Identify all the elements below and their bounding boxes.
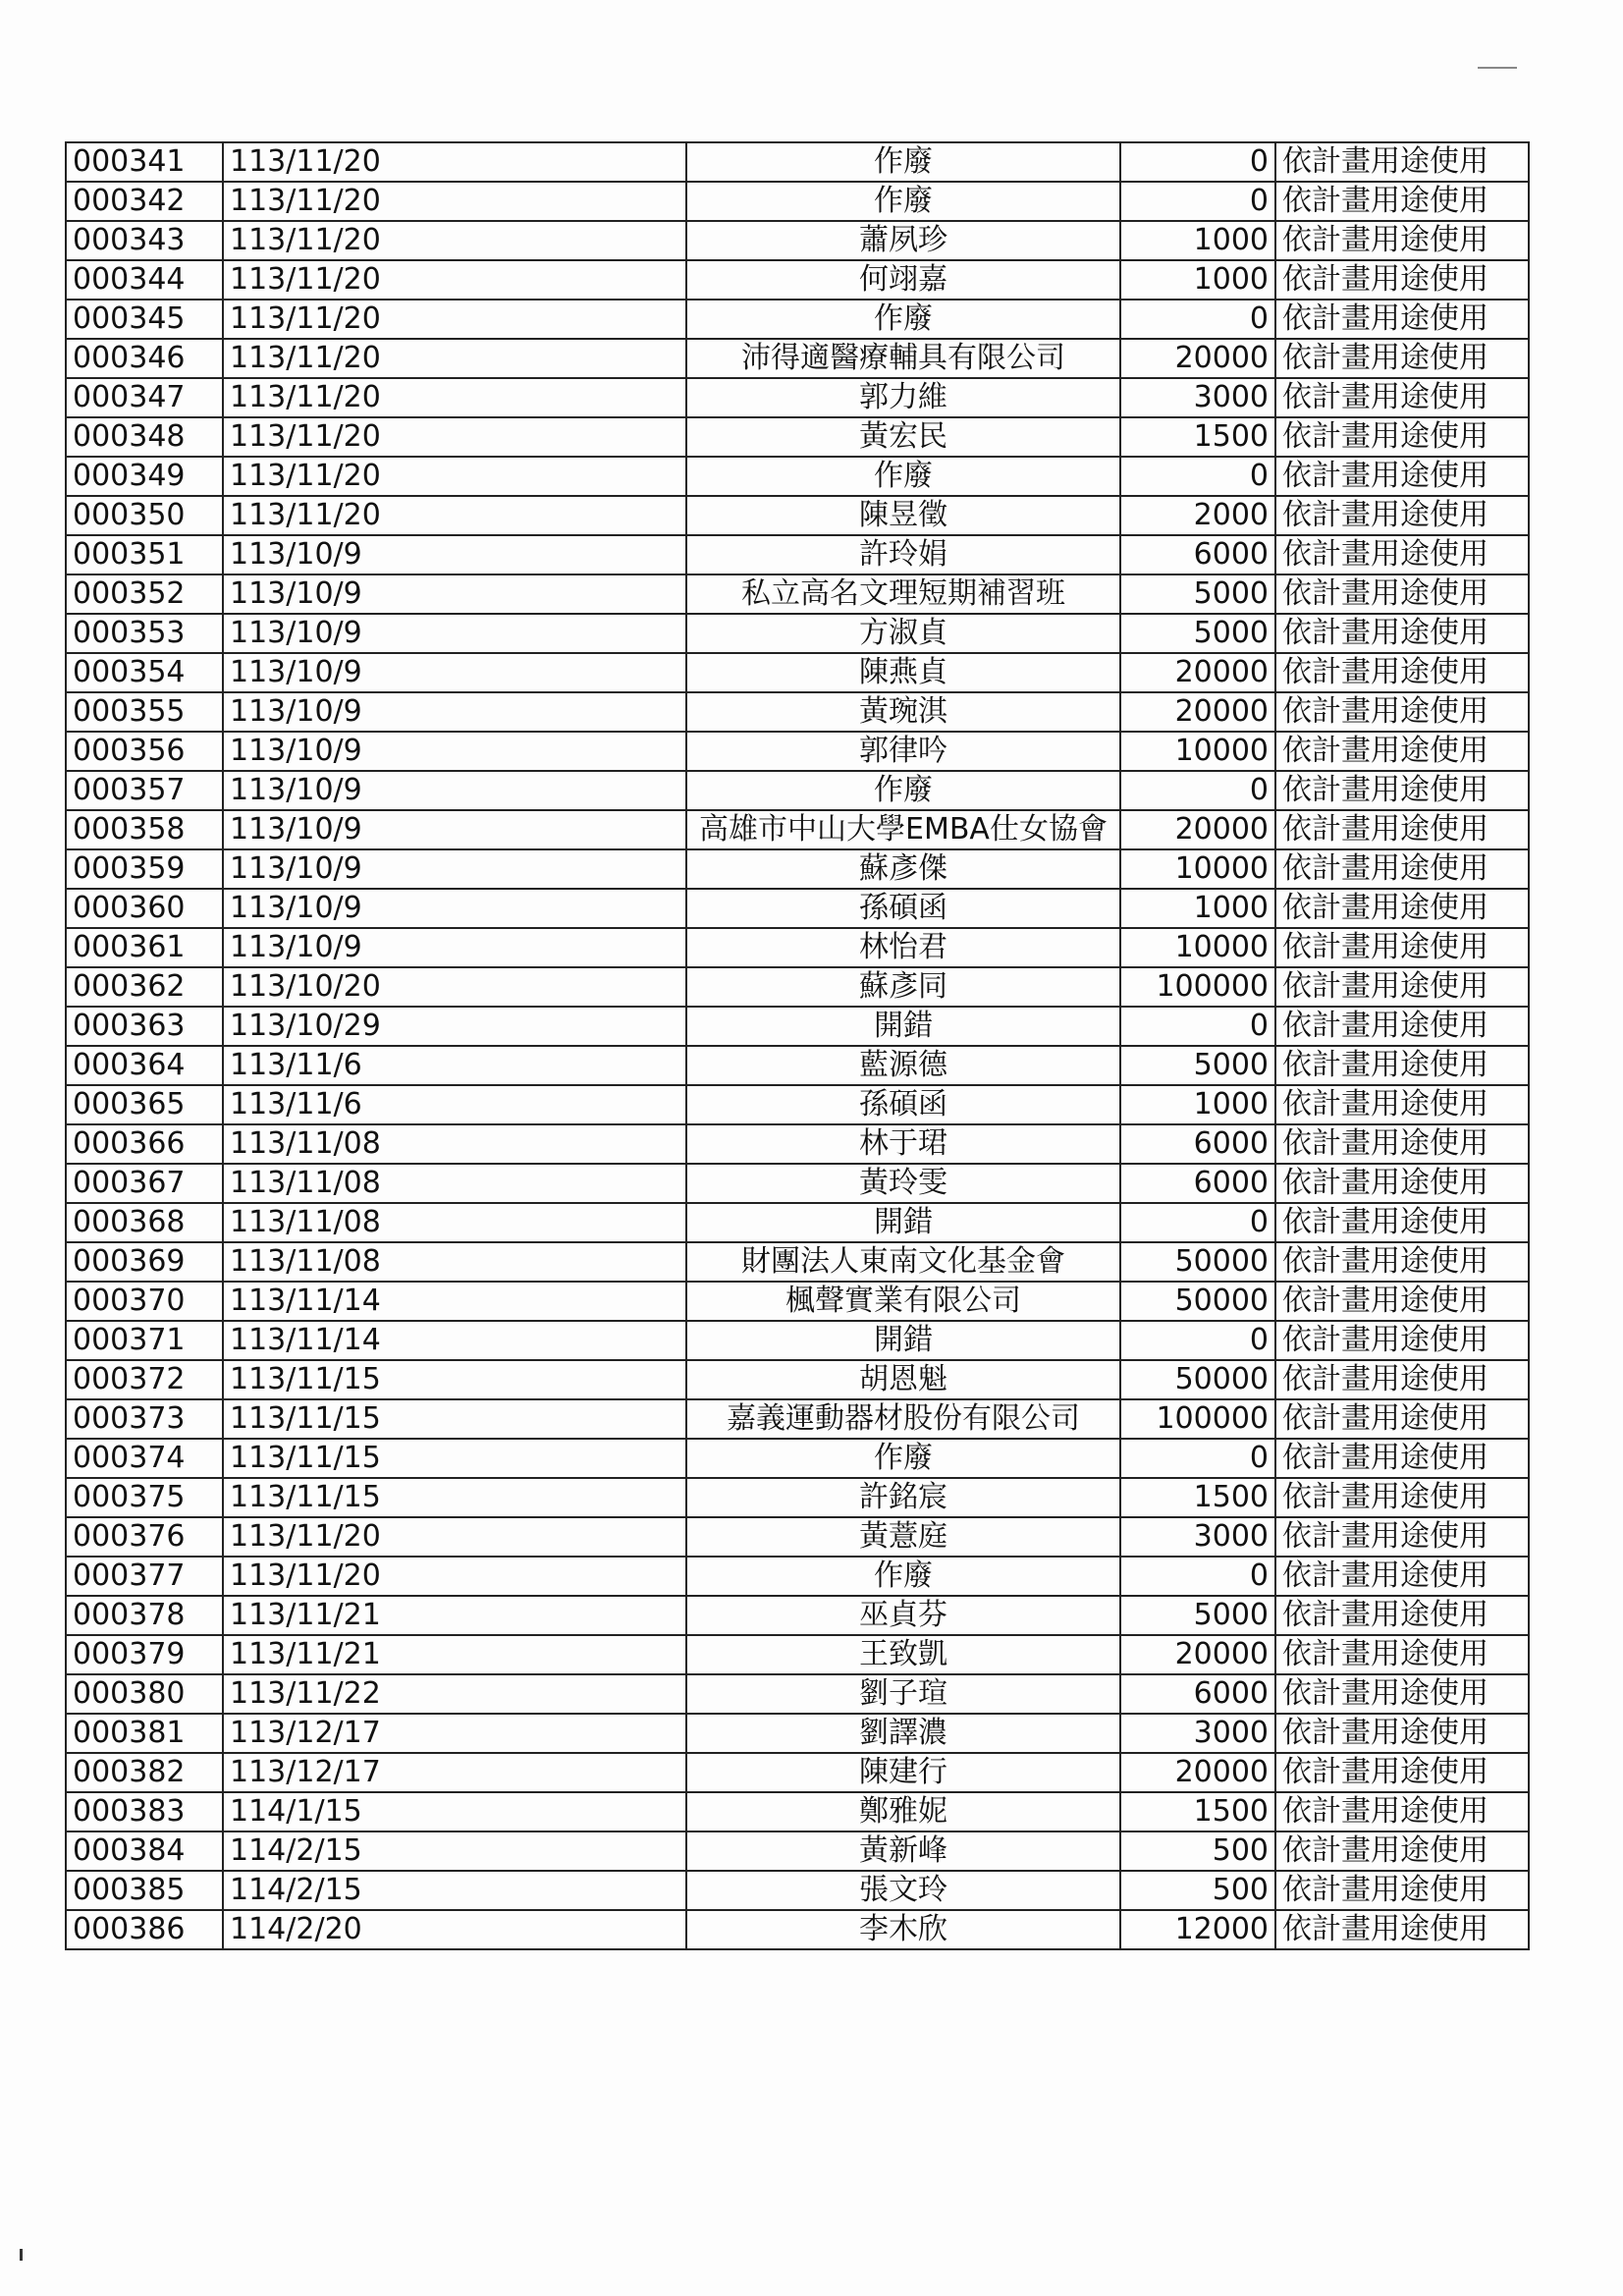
usage-cell: 依計畫用途使用 [1275,889,1529,928]
usage-cell: 依計畫用途使用 [1275,1831,1529,1871]
usage-cell: 依計畫用途使用 [1275,1753,1529,1792]
receipt-number-cell: 000361 [66,928,223,967]
amount-cell: 10000 [1120,928,1275,967]
donor-name-cell: 財團法人東南文化基金會 [686,1242,1120,1282]
amount-cell: 0 [1120,1203,1275,1242]
amount-cell: 100000 [1120,1399,1275,1439]
date-cell: 113/11/08 [223,1242,686,1282]
table-row [66,1046,1529,1085]
amount-cell: 0 [1120,1557,1275,1596]
date-cell: 113/10/20 [223,967,686,1007]
donor-name-cell: 黃宏民 [686,417,1120,457]
donor-name-cell: 劉子瑄 [686,1674,1120,1714]
table-row [66,496,1529,535]
date-cell: 113/11/14 [223,1321,686,1360]
receipt-number-cell: 000370 [66,1282,223,1321]
table-row [66,967,1529,1007]
usage-cell: 依計畫用途使用 [1275,1321,1529,1360]
amount-cell: 0 [1120,142,1275,182]
donor-name-cell: 黃玲雯 [686,1164,1120,1203]
receipt-number-cell: 000355 [66,692,223,732]
usage-cell: 依計畫用途使用 [1275,1203,1529,1242]
table-row [66,1321,1529,1360]
donor-name-cell: 何翊嘉 [686,260,1120,300]
amount-cell: 50000 [1120,1282,1275,1321]
amount-cell: 20000 [1120,810,1275,849]
receipt-number-cell: 000357 [66,771,223,810]
usage-cell: 依計畫用途使用 [1275,535,1529,574]
table-row [66,221,1529,260]
table-row [66,653,1529,692]
table-row [66,1517,1529,1557]
receipt-number-cell: 000377 [66,1557,223,1596]
donor-name-cell: 藍源德 [686,1046,1120,1085]
receipt-number-cell: 000360 [66,889,223,928]
table-row [66,1399,1529,1439]
usage-cell: 依計畫用途使用 [1275,1478,1529,1517]
date-cell: 113/11/08 [223,1203,686,1242]
table-row [66,1124,1529,1164]
date-cell: 113/10/9 [223,653,686,692]
amount-cell: 0 [1120,300,1275,339]
table-row [66,1282,1529,1321]
receipt-number-cell: 000378 [66,1596,223,1635]
amount-cell: 2000 [1120,496,1275,535]
table-row [66,849,1529,889]
receipt-number-cell: 000384 [66,1831,223,1871]
receipt-number-cell: 000371 [66,1321,223,1360]
date-cell: 113/10/9 [223,574,686,614]
date-cell: 113/10/9 [223,732,686,771]
donor-name-cell: 許玲娟 [686,535,1120,574]
table-row [66,142,1529,182]
usage-cell: 依計畫用途使用 [1275,928,1529,967]
usage-cell: 依計畫用途使用 [1275,732,1529,771]
date-cell: 113/11/15 [223,1360,686,1399]
receipt-number-cell: 000356 [66,732,223,771]
table-row [66,889,1529,928]
donor-name-cell: 黃新峰 [686,1831,1120,1871]
receipt-number-cell: 000352 [66,574,223,614]
donor-name-cell: 郭律吟 [686,732,1120,771]
table-row [66,1360,1529,1399]
date-cell: 114/2/20 [223,1910,686,1949]
table-row [66,1753,1529,1792]
amount-cell: 6000 [1120,1674,1275,1714]
date-cell: 113/11/20 [223,182,686,221]
date-cell: 113/11/6 [223,1046,686,1085]
donor-name-cell: 胡恩魁 [686,1360,1120,1399]
table-row [66,1674,1529,1714]
amount-cell: 20000 [1120,692,1275,732]
receipt-number-cell: 000366 [66,1124,223,1164]
amount-cell: 1500 [1120,1478,1275,1517]
amount-cell: 1000 [1120,1085,1275,1124]
donor-name-cell: 沛得適醫療輔具有限公司 [686,339,1120,378]
receipt-number-cell: 000385 [66,1871,223,1910]
scan-mark [20,2249,23,2261]
donor-name-cell: 陳燕貞 [686,653,1120,692]
receipt-number-cell: 000382 [66,1753,223,1792]
table-row [66,1792,1529,1831]
amount-cell: 10000 [1120,732,1275,771]
date-cell: 113/11/20 [223,142,686,182]
usage-cell: 依計畫用途使用 [1275,1046,1529,1085]
amount-cell: 50000 [1120,1242,1275,1282]
amount-cell: 5000 [1120,574,1275,614]
amount-cell: 3000 [1120,1517,1275,1557]
amount-cell: 5000 [1120,1596,1275,1635]
table-row [66,378,1529,417]
date-cell: 113/10/9 [223,810,686,849]
amount-cell: 100000 [1120,967,1275,1007]
amount-cell: 6000 [1120,1124,1275,1164]
donor-name-cell: 作廢 [686,771,1120,810]
amount-cell: 50000 [1120,1360,1275,1399]
donor-name-cell: 作廢 [686,457,1120,496]
usage-cell: 依計畫用途使用 [1275,810,1529,849]
table-row [66,1007,1529,1046]
date-cell: 113/11/20 [223,378,686,417]
date-cell: 113/11/20 [223,260,686,300]
donor-name-cell: 陳昱徵 [686,496,1120,535]
date-cell: 113/11/20 [223,457,686,496]
usage-cell: 依計畫用途使用 [1275,1124,1529,1164]
table-row [66,457,1529,496]
amount-cell: 0 [1120,1439,1275,1478]
date-cell: 113/12/17 [223,1714,686,1753]
donor-name-cell: 張文玲 [686,1871,1120,1910]
donor-name-cell: 孫碩函 [686,1085,1120,1124]
receipt-number-cell: 000351 [66,535,223,574]
amount-cell: 0 [1120,771,1275,810]
donor-name-cell: 蘇彥傑 [686,849,1120,889]
table-row [66,182,1529,221]
donor-name-cell: 蕭夙珍 [686,221,1120,260]
usage-cell: 依計畫用途使用 [1275,260,1529,300]
donor-name-cell: 楓聲實業有限公司 [686,1282,1120,1321]
donor-name-cell: 黃薏庭 [686,1517,1120,1557]
date-cell: 113/11/15 [223,1439,686,1478]
date-cell: 113/11/20 [223,417,686,457]
receipt-number-cell: 000350 [66,496,223,535]
usage-cell: 依計畫用途使用 [1275,1557,1529,1596]
date-cell: 113/10/9 [223,614,686,653]
usage-cell: 依計畫用途使用 [1275,339,1529,378]
table-row [66,339,1529,378]
usage-cell: 依計畫用途使用 [1275,457,1529,496]
amount-cell: 0 [1120,1007,1275,1046]
usage-cell: 依計畫用途使用 [1275,653,1529,692]
date-cell: 114/1/15 [223,1792,686,1831]
amount-cell: 0 [1120,457,1275,496]
date-cell: 113/10/9 [223,771,686,810]
usage-cell: 依計畫用途使用 [1275,1242,1529,1282]
receipt-number-cell: 000373 [66,1399,223,1439]
donor-name-cell: 蘇彥同 [686,967,1120,1007]
donor-name-cell: 李木欣 [686,1910,1120,1949]
receipt-number-cell: 000349 [66,457,223,496]
table-row [66,692,1529,732]
date-cell: 113/11/20 [223,1517,686,1557]
donor-name-cell: 林于珺 [686,1124,1120,1164]
date-cell: 113/10/9 [223,535,686,574]
table-row [66,1831,1529,1871]
amount-cell: 3000 [1120,378,1275,417]
date-cell: 113/11/6 [223,1085,686,1124]
date-cell: 113/11/08 [223,1164,686,1203]
table-row [66,1596,1529,1635]
usage-cell: 依計畫用途使用 [1275,1439,1529,1478]
table-row [66,1242,1529,1282]
receipt-number-cell: 000363 [66,1007,223,1046]
amount-cell: 1500 [1120,1792,1275,1831]
date-cell: 113/11/21 [223,1596,686,1635]
date-cell: 113/11/08 [223,1124,686,1164]
table-row [66,928,1529,967]
date-cell: 114/2/15 [223,1871,686,1910]
usage-cell: 依計畫用途使用 [1275,967,1529,1007]
donor-name-cell: 劉譯濃 [686,1714,1120,1753]
donor-name-cell: 開錯 [686,1321,1120,1360]
amount-cell: 20000 [1120,1635,1275,1674]
amount-cell: 500 [1120,1871,1275,1910]
usage-cell: 依計畫用途使用 [1275,300,1529,339]
usage-cell: 依計畫用途使用 [1275,1596,1529,1635]
receipt-number-cell: 000365 [66,1085,223,1124]
date-cell: 114/2/15 [223,1831,686,1871]
receipt-number-cell: 000348 [66,417,223,457]
usage-cell: 依計畫用途使用 [1275,692,1529,732]
donor-name-cell: 黃琬淇 [686,692,1120,732]
receipt-number-cell: 000364 [66,1046,223,1085]
scan-mark [1478,67,1517,69]
donor-name-cell: 嘉義運動器材股份有限公司 [686,1399,1120,1439]
usage-cell: 依計畫用途使用 [1275,1282,1529,1321]
donor-name-cell: 作廢 [686,182,1120,221]
donor-name-cell: 巫貞芬 [686,1596,1120,1635]
donation-ledger-table [65,141,1530,1950]
usage-cell: 依計畫用途使用 [1275,1007,1529,1046]
usage-cell: 依計畫用途使用 [1275,1635,1529,1674]
donor-name-cell: 開錯 [686,1203,1120,1242]
amount-cell: 20000 [1120,1753,1275,1792]
usage-cell: 依計畫用途使用 [1275,1360,1529,1399]
table-row [66,732,1529,771]
usage-cell: 依計畫用途使用 [1275,1871,1529,1910]
amount-cell: 1000 [1120,260,1275,300]
receipt-number-cell: 000375 [66,1478,223,1517]
usage-cell: 依計畫用途使用 [1275,378,1529,417]
receipt-number-cell: 000359 [66,849,223,889]
date-cell: 113/11/15 [223,1478,686,1517]
usage-cell: 依計畫用途使用 [1275,417,1529,457]
usage-cell: 依計畫用途使用 [1275,1674,1529,1714]
table-row [66,1557,1529,1596]
donor-name-cell: 孫碩函 [686,889,1120,928]
donor-name-cell: 作廢 [686,300,1120,339]
usage-cell: 依計畫用途使用 [1275,1792,1529,1831]
receipt-number-cell: 000367 [66,1164,223,1203]
amount-cell: 500 [1120,1831,1275,1871]
date-cell: 113/11/20 [223,339,686,378]
amount-cell: 5000 [1120,1046,1275,1085]
receipt-number-cell: 000342 [66,182,223,221]
amount-cell: 1000 [1120,889,1275,928]
date-cell: 113/10/9 [223,928,686,967]
table-row [66,614,1529,653]
date-cell: 113/11/20 [223,221,686,260]
table-row [66,771,1529,810]
receipt-number-cell: 000345 [66,300,223,339]
receipt-number-cell: 000380 [66,1674,223,1714]
table-row [66,417,1529,457]
usage-cell: 依計畫用途使用 [1275,1085,1529,1124]
date-cell: 113/11/15 [223,1399,686,1439]
date-cell: 113/10/9 [223,889,686,928]
amount-cell: 1500 [1120,417,1275,457]
date-cell: 113/12/17 [223,1753,686,1792]
table-row [66,810,1529,849]
donor-name-cell: 作廢 [686,142,1120,182]
receipt-number-cell: 000346 [66,339,223,378]
usage-cell: 依計畫用途使用 [1275,1517,1529,1557]
receipt-number-cell: 000383 [66,1792,223,1831]
date-cell: 113/10/9 [223,849,686,889]
table-row [66,300,1529,339]
table-row [66,1871,1529,1910]
usage-cell: 依計畫用途使用 [1275,614,1529,653]
receipt-number-cell: 000343 [66,221,223,260]
donor-name-cell: 私立高名文理短期補習班 [686,574,1120,614]
usage-cell: 依計畫用途使用 [1275,1399,1529,1439]
date-cell: 113/11/21 [223,1635,686,1674]
table-row [66,1164,1529,1203]
table-row [66,535,1529,574]
amount-cell: 1000 [1120,221,1275,260]
receipt-number-cell: 000372 [66,1360,223,1399]
date-cell: 113/11/22 [223,1674,686,1714]
donor-name-cell: 作廢 [686,1557,1120,1596]
receipt-number-cell: 000362 [66,967,223,1007]
usage-cell: 依計畫用途使用 [1275,142,1529,182]
donor-name-cell: 鄭雅妮 [686,1792,1120,1831]
usage-cell: 依計畫用途使用 [1275,496,1529,535]
receipt-number-cell: 000369 [66,1242,223,1282]
receipt-number-cell: 000379 [66,1635,223,1674]
usage-cell: 依計畫用途使用 [1275,771,1529,810]
table-row [66,1910,1529,1949]
receipt-number-cell: 000347 [66,378,223,417]
donor-name-cell: 高雄市中山大學EMBA仕女協會 [686,810,1120,849]
amount-cell: 0 [1120,182,1275,221]
amount-cell: 3000 [1120,1714,1275,1753]
receipt-number-cell: 000368 [66,1203,223,1242]
usage-cell: 依計畫用途使用 [1275,1714,1529,1753]
date-cell: 113/10/29 [223,1007,686,1046]
usage-cell: 依計畫用途使用 [1275,1164,1529,1203]
receipt-number-cell: 000354 [66,653,223,692]
ledger-body [66,142,1529,1949]
usage-cell: 依計畫用途使用 [1275,574,1529,614]
table-row [66,1085,1529,1124]
date-cell: 113/11/20 [223,496,686,535]
amount-cell: 6000 [1120,535,1275,574]
donor-name-cell: 開錯 [686,1007,1120,1046]
receipt-number-cell: 000341 [66,142,223,182]
table-row [66,1478,1529,1517]
table-row [66,574,1529,614]
receipt-number-cell: 000376 [66,1517,223,1557]
amount-cell: 20000 [1120,653,1275,692]
table-row [66,1203,1529,1242]
donor-name-cell: 王致凱 [686,1635,1120,1674]
amount-cell: 6000 [1120,1164,1275,1203]
amount-cell: 20000 [1120,339,1275,378]
receipt-number-cell: 000374 [66,1439,223,1478]
donor-name-cell: 方淑貞 [686,614,1120,653]
amount-cell: 12000 [1120,1910,1275,1949]
usage-cell: 依計畫用途使用 [1275,849,1529,889]
usage-cell: 依計畫用途使用 [1275,182,1529,221]
donor-name-cell: 林怡君 [686,928,1120,967]
receipt-number-cell: 000386 [66,1910,223,1949]
date-cell: 113/10/9 [223,692,686,732]
date-cell: 113/11/14 [223,1282,686,1321]
donor-name-cell: 許銘宸 [686,1478,1120,1517]
receipt-number-cell: 000381 [66,1714,223,1753]
table-row [66,1635,1529,1674]
amount-cell: 10000 [1120,849,1275,889]
usage-cell: 依計畫用途使用 [1275,1910,1529,1949]
amount-cell: 0 [1120,1321,1275,1360]
receipt-number-cell: 000353 [66,614,223,653]
date-cell: 113/11/20 [223,300,686,339]
receipt-number-cell: 000358 [66,810,223,849]
donor-name-cell: 郭力維 [686,378,1120,417]
donor-name-cell: 陳建行 [686,1753,1120,1792]
usage-cell: 依計畫用途使用 [1275,221,1529,260]
table-row [66,1439,1529,1478]
table-row [66,260,1529,300]
table-row [66,1714,1529,1753]
amount-cell: 5000 [1120,614,1275,653]
receipt-number-cell: 000344 [66,260,223,300]
donor-name-cell: 作廢 [686,1439,1120,1478]
date-cell: 113/11/20 [223,1557,686,1596]
